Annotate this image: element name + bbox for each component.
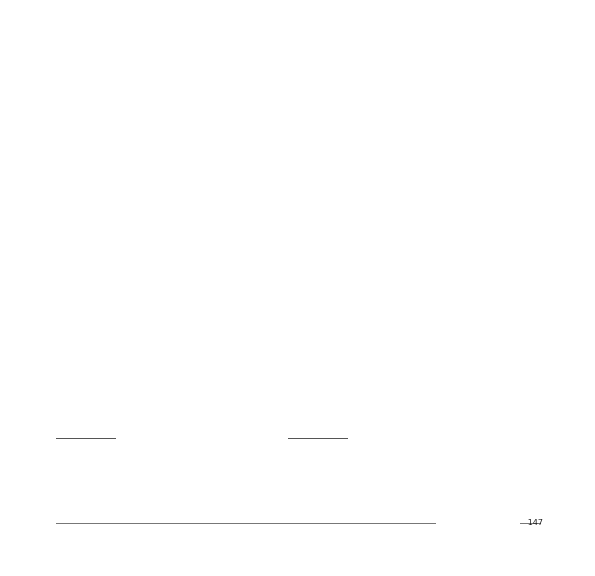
page-number: 147 <box>527 518 543 527</box>
left-text-column <box>56 74 282 77</box>
footnote-divider <box>56 438 116 439</box>
running-section-tag <box>436 517 520 529</box>
right-text-column <box>288 74 518 75</box>
footnote-divider <box>288 438 348 439</box>
footnotes-left <box>56 442 278 443</box>
